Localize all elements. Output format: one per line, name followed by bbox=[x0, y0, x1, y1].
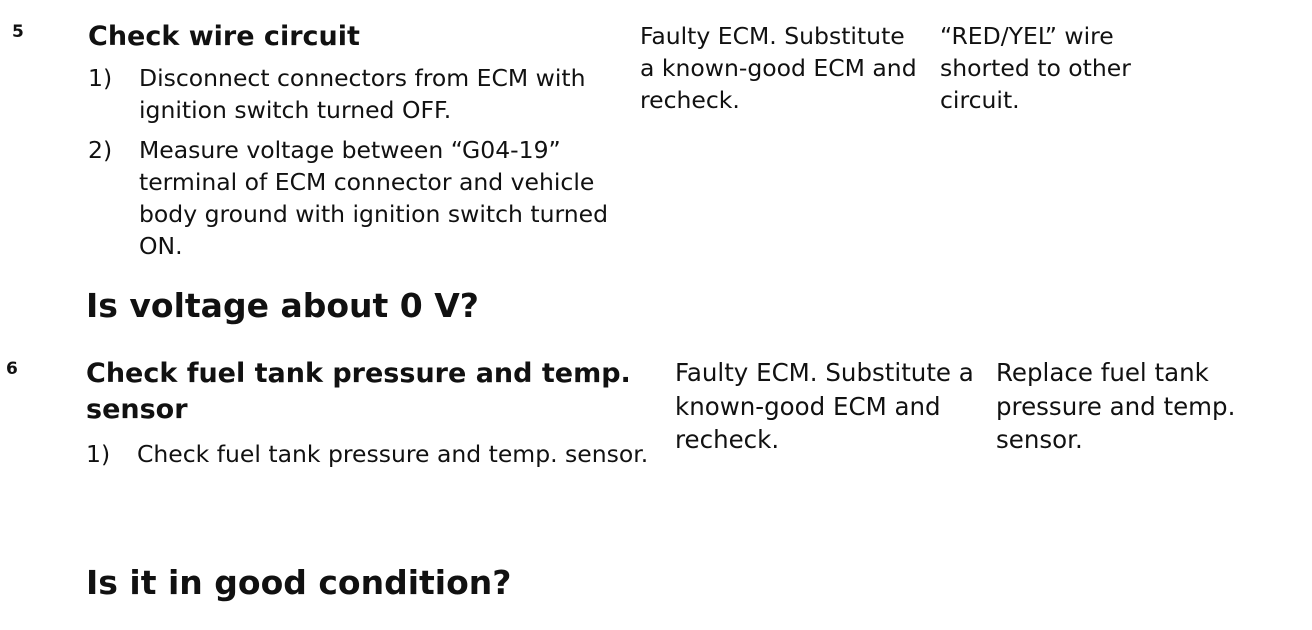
procedure-list bbox=[88, 62, 633, 270]
step-question: Is voltage about 0 V? bbox=[86, 286, 479, 325]
procedure-text: Disconnect connectors from ECM with ignition switch turned OFF. bbox=[139, 64, 586, 125]
yes-action: Faulty ECM. Substitute a known-good ECM and recheck. bbox=[675, 358, 974, 454]
procedure-item bbox=[86, 438, 666, 470]
procedure-number: 1) bbox=[88, 64, 113, 92]
procedure-item bbox=[88, 62, 633, 127]
step-title: Check fuel tank pressure and temp. sensor bbox=[86, 358, 631, 425]
procedure-list bbox=[86, 438, 666, 477]
step-number: 6 bbox=[6, 359, 18, 379]
step-title: Check wire circuit bbox=[88, 21, 360, 52]
procedure-text: Check fuel tank pressure and temp. sensor. bbox=[137, 440, 649, 468]
step-question: Is it in good condition? bbox=[86, 563, 512, 602]
no-action: “RED/YEL” wire shorted to other circuit. bbox=[940, 22, 1131, 114]
no-action: Replace fuel tank pressure and temp. sensor. bbox=[996, 358, 1236, 454]
procedure-text: Measure voltage between “G04-19” terminal of ECM connector and vehicle body ground with ignition switch turned ON. bbox=[139, 135, 609, 261]
procedure-number: 1) bbox=[86, 440, 111, 468]
procedure-number: 2) bbox=[88, 135, 113, 164]
procedure-item bbox=[88, 134, 633, 263]
step-number: 5 bbox=[12, 22, 24, 42]
yes-action: Faulty ECM. Substitute a known-good ECM and recheck. bbox=[640, 22, 917, 114]
